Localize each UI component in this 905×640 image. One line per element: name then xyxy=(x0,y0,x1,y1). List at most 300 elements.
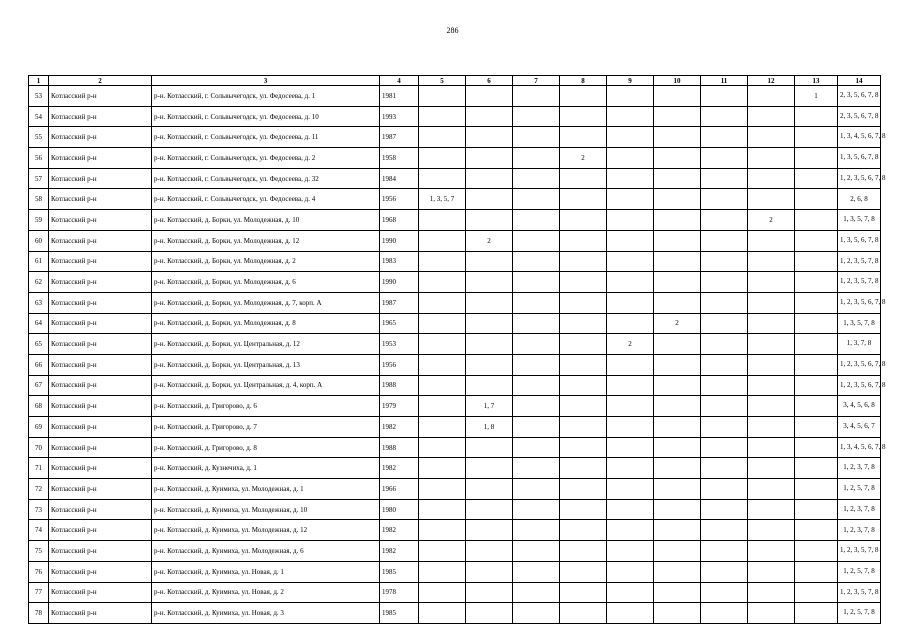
district-cell: Котласский р-н xyxy=(49,230,152,251)
column-5-cell xyxy=(419,437,466,458)
column-12-cell xyxy=(748,603,795,624)
column-11-cell xyxy=(701,210,748,231)
column-14-cell: 1, 3, 5, 7, 8 xyxy=(838,313,881,334)
column-11-cell xyxy=(701,582,748,603)
year-cell: 1990 xyxy=(380,272,419,293)
column-13-cell xyxy=(795,272,838,293)
column-10-cell xyxy=(654,106,701,127)
address-cell: р-н. Котласский, д. Борки, ул. Молодежная, д. 8 xyxy=(152,313,380,334)
year-cell: 1968 xyxy=(380,210,419,231)
column-5-cell xyxy=(419,230,466,251)
column-5-cell xyxy=(419,148,466,169)
column-12-cell xyxy=(748,86,795,107)
row-number-cell: 73 xyxy=(29,499,49,520)
column-13-cell xyxy=(795,479,838,500)
column-13-cell xyxy=(795,313,838,334)
column-13-cell xyxy=(795,189,838,210)
column-14-cell: 1, 2, 3, 7, 8 xyxy=(838,499,881,520)
column-9-cell xyxy=(607,210,654,231)
address-cell: р-н. Котласский, д. Куимиха, ул. Новая, д. 1 xyxy=(152,561,380,582)
column-10-cell xyxy=(654,417,701,438)
column-5-cell xyxy=(419,520,466,541)
column-9-cell xyxy=(607,354,654,375)
year-cell: 1987 xyxy=(380,127,419,148)
year-cell: 1982 xyxy=(380,417,419,438)
column-14-cell: 1, 2, 3, 5, 6, 7, 8 xyxy=(838,168,881,189)
table-row xyxy=(29,603,881,624)
column-11-cell xyxy=(701,148,748,169)
column-5-cell xyxy=(419,354,466,375)
column-5-cell xyxy=(419,313,466,334)
column-14-cell: 1, 2, 3, 5, 6, 7, 8 xyxy=(838,292,881,313)
year-cell: 1990 xyxy=(380,230,419,251)
district-cell: Котласский р-н xyxy=(49,272,152,293)
column-10-cell xyxy=(654,148,701,169)
column-12-cell xyxy=(748,396,795,417)
year-cell: 1988 xyxy=(380,375,419,396)
column-14-cell: 1, 2, 3, 5, 7, 8 xyxy=(838,541,881,562)
column-9-cell xyxy=(607,375,654,396)
column-6-cell xyxy=(466,251,513,272)
column-14-cell: 1, 2, 3, 7, 8 xyxy=(838,520,881,541)
column-14-cell: 3, 4, 5, 6, 7 xyxy=(838,417,881,438)
year-cell: 1982 xyxy=(380,520,419,541)
column-8-cell xyxy=(560,230,607,251)
column-7-cell xyxy=(513,313,560,334)
register-table xyxy=(28,75,886,624)
column-10-cell xyxy=(654,437,701,458)
column-11-cell xyxy=(701,603,748,624)
row-number-cell: 54 xyxy=(29,106,49,127)
column-13-cell xyxy=(795,127,838,148)
column-14-cell: 1, 2, 3, 5, 6, 7, 8 xyxy=(838,354,881,375)
column-10-cell xyxy=(654,292,701,313)
column-9-cell xyxy=(607,230,654,251)
column-11-cell xyxy=(701,375,748,396)
column-13-cell xyxy=(795,582,838,603)
column-13-cell xyxy=(795,396,838,417)
table-row xyxy=(29,251,881,272)
column-12-cell xyxy=(748,541,795,562)
column-9-cell xyxy=(607,541,654,562)
column-9-cell xyxy=(607,417,654,438)
column-9-cell xyxy=(607,561,654,582)
column-7-cell xyxy=(513,189,560,210)
year-cell: 1985 xyxy=(380,603,419,624)
column-header: 2 xyxy=(49,76,152,86)
column-11-cell xyxy=(701,251,748,272)
column-14-cell: 2, 3, 5, 6, 7, 8 xyxy=(838,86,881,107)
district-cell: Котласский р-н xyxy=(49,251,152,272)
column-12-cell xyxy=(748,561,795,582)
column-12-cell xyxy=(748,520,795,541)
table-row xyxy=(29,354,881,375)
column-7-cell xyxy=(513,292,560,313)
column-11-cell xyxy=(701,417,748,438)
district-cell: Котласский р-н xyxy=(49,86,152,107)
column-5-cell xyxy=(419,561,466,582)
column-13-cell xyxy=(795,292,838,313)
year-cell: 1980 xyxy=(380,499,419,520)
year-cell: 1987 xyxy=(380,292,419,313)
column-7-cell xyxy=(513,561,560,582)
table-row xyxy=(29,127,881,148)
column-12-cell xyxy=(748,251,795,272)
column-14-cell: 1, 3, 5, 7, 8 xyxy=(838,210,881,231)
district-cell: Котласский р-н xyxy=(49,603,152,624)
column-11-cell xyxy=(701,520,748,541)
column-5-cell xyxy=(419,127,466,148)
address-cell: р-н. Котласский, д. Борки, ул. Центральная, д. 12 xyxy=(152,334,380,355)
address-cell: р-н. Котласский, д. Борки, ул. Центральная, д. 13 xyxy=(152,354,380,375)
year-cell: 1953 xyxy=(380,334,419,355)
column-13-cell xyxy=(795,541,838,562)
row-number-cell: 55 xyxy=(29,127,49,148)
address-cell: р-н. Котласский, д. Куимиха, ул. Молодежная, д. 12 xyxy=(152,520,380,541)
column-7-cell xyxy=(513,396,560,417)
year-cell: 1981 xyxy=(380,86,419,107)
column-13-cell: 1 xyxy=(795,86,838,107)
table-row xyxy=(29,148,881,169)
column-7-cell xyxy=(513,272,560,293)
column-header: 3 xyxy=(152,76,380,86)
table-row xyxy=(29,168,881,189)
column-10-cell xyxy=(654,127,701,148)
column-7-cell xyxy=(513,148,560,169)
address-cell: р-н. Котласский, д. Куимиха, ул. Молодежная, д. 10 xyxy=(152,499,380,520)
district-cell: Котласский р-н xyxy=(49,499,152,520)
column-10-cell xyxy=(654,603,701,624)
district-cell: Котласский р-н xyxy=(49,313,152,334)
table-row xyxy=(29,520,881,541)
district-cell: Котласский р-н xyxy=(49,189,152,210)
row-number-cell: 76 xyxy=(29,561,49,582)
year-cell: 1982 xyxy=(380,458,419,479)
column-7-cell xyxy=(513,603,560,624)
table-row xyxy=(29,313,881,334)
column-12-cell xyxy=(748,458,795,479)
column-8-cell xyxy=(560,334,607,355)
column-8-cell xyxy=(560,396,607,417)
column-10-cell xyxy=(654,272,701,293)
column-7-cell xyxy=(513,520,560,541)
column-11-cell xyxy=(701,334,748,355)
column-5-cell xyxy=(419,334,466,355)
address-cell: р-н. Котласский, д. Борки, ул. Молодежная, д. 12 xyxy=(152,230,380,251)
column-14-cell: 3, 4, 5, 6, 8 xyxy=(838,396,881,417)
column-6-cell xyxy=(466,86,513,107)
row-number-cell: 75 xyxy=(29,541,49,562)
column-9-cell: 2 xyxy=(607,334,654,355)
header-row xyxy=(29,76,881,86)
column-6-cell xyxy=(466,561,513,582)
column-header: 12 xyxy=(748,76,795,86)
column-header: 4 xyxy=(380,76,419,86)
column-header: 11 xyxy=(701,76,748,86)
column-7-cell xyxy=(513,499,560,520)
column-9-cell xyxy=(607,437,654,458)
column-12-cell xyxy=(748,168,795,189)
year-cell: 1988 xyxy=(380,437,419,458)
column-10-cell xyxy=(654,458,701,479)
column-6-cell xyxy=(466,375,513,396)
row-number-cell: 57 xyxy=(29,168,49,189)
column-13-cell xyxy=(795,251,838,272)
column-14-cell: 1, 2, 5, 7, 8 xyxy=(838,479,881,500)
column-8-cell: 2 xyxy=(560,148,607,169)
district-cell: Котласский р-н xyxy=(49,561,152,582)
column-5-cell xyxy=(419,417,466,438)
year-cell: 1956 xyxy=(380,354,419,375)
table-row xyxy=(29,582,881,603)
column-10-cell xyxy=(654,354,701,375)
column-8-cell xyxy=(560,106,607,127)
column-11-cell xyxy=(701,230,748,251)
column-14-cell: 2, 6, 8 xyxy=(838,189,881,210)
column-14-cell: 1, 2, 5, 7, 8 xyxy=(838,561,881,582)
column-8-cell xyxy=(560,520,607,541)
column-7-cell xyxy=(513,334,560,355)
column-7-cell xyxy=(513,251,560,272)
column-10-cell xyxy=(654,582,701,603)
row-number-cell: 69 xyxy=(29,417,49,438)
column-10-cell xyxy=(654,499,701,520)
address-cell: р-н. Котласский, г. Сольвычегодск, ул. Федосеева, д. 32 xyxy=(152,168,380,189)
row-number-cell: 67 xyxy=(29,375,49,396)
column-5-cell xyxy=(419,582,466,603)
column-7-cell xyxy=(513,230,560,251)
column-6-cell xyxy=(466,458,513,479)
column-8-cell xyxy=(560,354,607,375)
table-row xyxy=(29,417,881,438)
column-13-cell xyxy=(795,458,838,479)
row-number-cell: 77 xyxy=(29,582,49,603)
column-header: 6 xyxy=(466,76,513,86)
column-13-cell xyxy=(795,437,838,458)
district-cell: Котласский р-н xyxy=(49,417,152,438)
column-14-cell: 1, 3, 4, 5, 6, 7, 8 xyxy=(838,437,881,458)
column-9-cell xyxy=(607,603,654,624)
column-header: 1 xyxy=(29,76,49,86)
address-cell: р-н. Котласский, г. Сольвычегодск, ул. Федосеева, д. 4 xyxy=(152,189,380,210)
row-number-cell: 72 xyxy=(29,479,49,500)
column-10-cell xyxy=(654,375,701,396)
row-number-cell: 64 xyxy=(29,313,49,334)
column-11-cell xyxy=(701,499,748,520)
column-11-cell xyxy=(701,354,748,375)
column-8-cell xyxy=(560,251,607,272)
column-9-cell xyxy=(607,86,654,107)
column-12-cell xyxy=(748,354,795,375)
address-cell: р-н. Котласский, д. Борки, ул. Молодежная, д. 10 xyxy=(152,210,380,231)
column-8-cell xyxy=(560,417,607,438)
row-number-cell: 74 xyxy=(29,520,49,541)
column-13-cell xyxy=(795,417,838,438)
column-13-cell xyxy=(795,334,838,355)
column-9-cell xyxy=(607,520,654,541)
address-cell: р-н. Котласский, г. Сольвычегодск, ул. Федосеева, д. 11 xyxy=(152,127,380,148)
column-11-cell xyxy=(701,292,748,313)
year-cell: 1966 xyxy=(380,479,419,500)
column-12-cell xyxy=(748,417,795,438)
district-cell: Котласский р-н xyxy=(49,334,152,355)
column-9-cell xyxy=(607,313,654,334)
column-13-cell xyxy=(795,168,838,189)
column-13-cell xyxy=(795,499,838,520)
address-cell: р-н. Котласский, д. Кузнечиха, д. 1 xyxy=(152,458,380,479)
column-6-cell xyxy=(466,313,513,334)
address-cell: р-н. Котласский, д. Борки, ул. Молодежная, д. 2 xyxy=(152,251,380,272)
column-6-cell xyxy=(466,520,513,541)
column-5-cell xyxy=(419,396,466,417)
table-row xyxy=(29,272,881,293)
column-9-cell xyxy=(607,582,654,603)
district-cell: Котласский р-н xyxy=(49,354,152,375)
table-row xyxy=(29,396,881,417)
row-number-cell: 56 xyxy=(29,148,49,169)
column-6-cell: 2 xyxy=(466,230,513,251)
column-6-cell xyxy=(466,292,513,313)
column-12-cell xyxy=(748,292,795,313)
column-14-cell: 1, 3, 4, 5, 6, 7, 8 xyxy=(838,127,881,148)
column-14-cell: 1, 3, 7, 8 xyxy=(838,334,881,355)
column-5-cell xyxy=(419,541,466,562)
column-5-cell xyxy=(419,458,466,479)
table-row xyxy=(29,479,881,500)
column-6-cell xyxy=(466,354,513,375)
row-number-cell: 62 xyxy=(29,272,49,293)
column-5-cell xyxy=(419,603,466,624)
register-body xyxy=(29,86,886,624)
column-8-cell xyxy=(560,127,607,148)
year-cell: 1965 xyxy=(380,313,419,334)
column-13-cell xyxy=(795,375,838,396)
district-cell: Котласский р-н xyxy=(49,582,152,603)
column-8-cell xyxy=(560,272,607,293)
column-13-cell xyxy=(795,106,838,127)
column-6-cell xyxy=(466,334,513,355)
column-11-cell xyxy=(701,541,748,562)
table-row xyxy=(29,561,881,582)
table-row xyxy=(29,375,881,396)
address-cell: р-н. Котласский, г. Сольвычегодск, ул. Федосеева, д. 2 xyxy=(152,148,380,169)
table-row xyxy=(29,437,881,458)
column-10-cell xyxy=(654,168,701,189)
column-12-cell xyxy=(748,313,795,334)
column-14-cell: 1, 2, 3, 5, 7, 8 xyxy=(838,251,881,272)
district-cell: Котласский р-н xyxy=(49,541,152,562)
district-cell: Котласский р-н xyxy=(49,520,152,541)
column-8-cell xyxy=(560,541,607,562)
column-9-cell xyxy=(607,396,654,417)
row-number-cell: 61 xyxy=(29,251,49,272)
table-row xyxy=(29,458,881,479)
column-10-cell xyxy=(654,251,701,272)
table-row xyxy=(29,210,881,231)
column-13-cell xyxy=(795,520,838,541)
address-cell: р-н. Котласский, д. Борки, ул. Молодежная, д. 6 xyxy=(152,272,380,293)
column-10-cell xyxy=(654,541,701,562)
address-cell: р-н. Котласский, д. Борки, ул. Центральная, д. 4, корп. А xyxy=(152,375,380,396)
column-8-cell xyxy=(560,86,607,107)
table-row xyxy=(29,189,881,210)
column-11-cell xyxy=(701,106,748,127)
column-6-cell xyxy=(466,582,513,603)
page-number: 286 xyxy=(446,26,459,35)
column-5-cell xyxy=(419,168,466,189)
column-14-cell: 1, 3, 5, 6, 7, 8 xyxy=(838,148,881,169)
column-header: 9 xyxy=(607,76,654,86)
table-row xyxy=(29,541,881,562)
column-13-cell xyxy=(795,354,838,375)
table-row xyxy=(29,499,881,520)
row-number-cell: 78 xyxy=(29,603,49,624)
column-9-cell xyxy=(607,292,654,313)
year-cell: 1982 xyxy=(380,541,419,562)
column-8-cell xyxy=(560,189,607,210)
column-14-cell: 1, 2, 3, 5, 7, 8 xyxy=(838,582,881,603)
district-cell: Котласский р-н xyxy=(49,479,152,500)
column-11-cell xyxy=(701,396,748,417)
year-cell: 1958 xyxy=(380,148,419,169)
address-cell: р-н. Котласский, д. Григорово, д. 7 xyxy=(152,417,380,438)
column-7-cell xyxy=(513,375,560,396)
column-8-cell xyxy=(560,479,607,500)
column-6-cell: 1, 8 xyxy=(466,417,513,438)
column-9-cell xyxy=(607,106,654,127)
row-number-cell: 65 xyxy=(29,334,49,355)
column-11-cell xyxy=(701,437,748,458)
column-13-cell xyxy=(795,210,838,231)
column-5-cell: 1, 3, 5, 7 xyxy=(419,189,466,210)
column-14-cell: 1, 2, 3, 5, 6, 7, 8 xyxy=(838,375,881,396)
row-number-cell: 59 xyxy=(29,210,49,231)
column-6-cell xyxy=(466,272,513,293)
column-6-cell xyxy=(466,541,513,562)
column-10-cell: 2 xyxy=(654,313,701,334)
column-header: 7 xyxy=(513,76,560,86)
column-10-cell xyxy=(654,86,701,107)
column-8-cell xyxy=(560,499,607,520)
address-cell: р-н. Котласский, д. Куимиха, ул. Новая, д. 2 xyxy=(152,582,380,603)
column-12-cell xyxy=(748,499,795,520)
column-9-cell xyxy=(607,499,654,520)
column-11-cell xyxy=(701,458,748,479)
year-cell: 1985 xyxy=(380,561,419,582)
column-13-cell xyxy=(795,561,838,582)
column-10-cell xyxy=(654,189,701,210)
column-5-cell xyxy=(419,479,466,500)
column-8-cell xyxy=(560,168,607,189)
district-cell: Котласский р-н xyxy=(49,375,152,396)
column-6-cell xyxy=(466,603,513,624)
column-7-cell xyxy=(513,168,560,189)
district-cell: Котласский р-н xyxy=(49,396,152,417)
column-9-cell xyxy=(607,127,654,148)
column-12-cell: 2 xyxy=(748,210,795,231)
column-11-cell xyxy=(701,561,748,582)
column-6-cell xyxy=(466,210,513,231)
column-10-cell xyxy=(654,520,701,541)
column-11-cell xyxy=(701,479,748,500)
column-12-cell xyxy=(748,272,795,293)
address-cell: р-н. Котласский, г. Сольвычегодск, ул. Федосеева, д. 1 xyxy=(152,86,380,107)
row-number-cell: 70 xyxy=(29,437,49,458)
column-10-cell xyxy=(654,396,701,417)
column-7-cell xyxy=(513,354,560,375)
column-5-cell xyxy=(419,272,466,293)
column-14-cell: 1, 3, 5, 6, 7, 8 xyxy=(838,230,881,251)
